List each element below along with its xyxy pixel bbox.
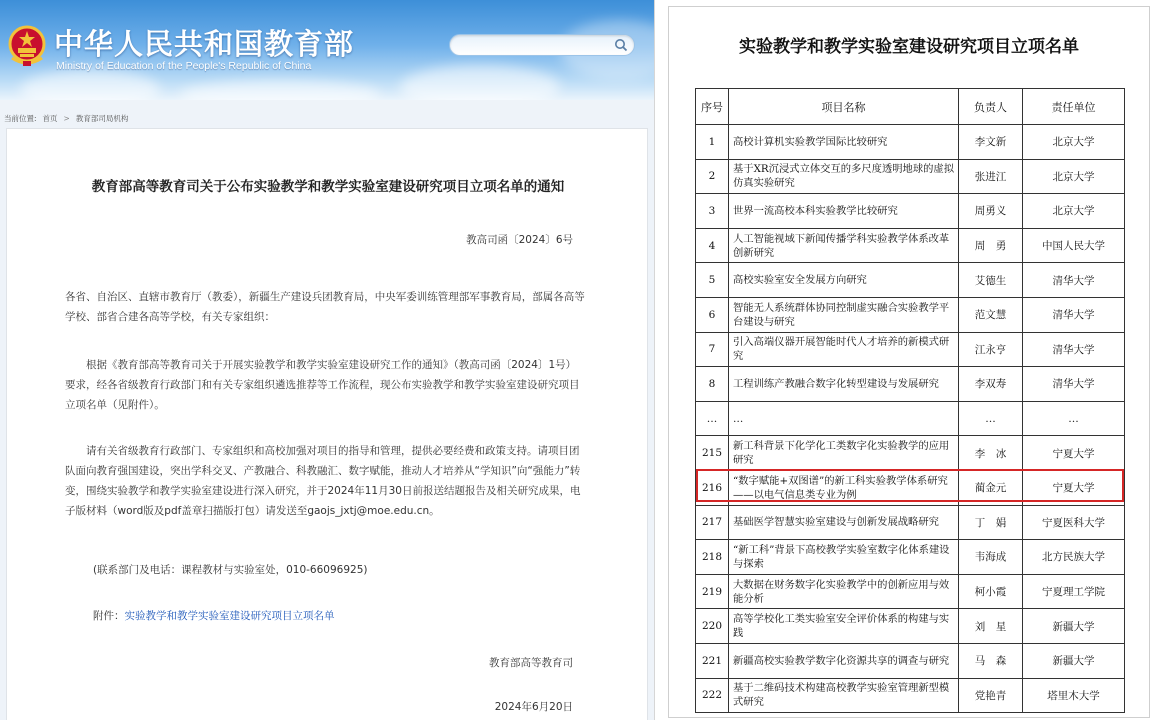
cell-leader: 艾德生: [959, 263, 1023, 298]
breadcrumb: [4, 113, 128, 124]
cell-leader: 李文新: [959, 125, 1023, 160]
cell-leader: 范文慧: [959, 297, 1023, 332]
table-row: [696, 367, 1125, 402]
cell-project-name: …: [729, 401, 959, 436]
cell-institution: 清华大学: [1023, 332, 1125, 367]
national-emblem-icon: [6, 24, 48, 68]
cell-index: 219: [696, 574, 729, 609]
project-list-document: [668, 6, 1150, 718]
header-index: 序号: [696, 89, 729, 125]
cell-institution: 北方民族大学: [1023, 540, 1125, 575]
header-project-name: 项目名称: [729, 89, 959, 125]
cell-project-name: 基础医学智慧实验室建设与创新发展战略研究: [729, 505, 959, 540]
table-row: [696, 574, 1125, 609]
cell-project-name: 工程训练产教融合数字化转型建设与发展研究: [729, 367, 959, 402]
cell-index: 218: [696, 540, 729, 575]
cell-index: …: [696, 401, 729, 436]
cell-institution: 宁夏大学: [1023, 436, 1125, 471]
cell-index: 8: [696, 367, 729, 402]
table-row: [696, 263, 1125, 298]
cell-project-name: “数字赋能+双图谱”的新工科实验教学体系研究——以电气信息类专业为例: [729, 470, 959, 505]
cell-leader: 马 森: [959, 643, 1023, 678]
table-row: [696, 159, 1125, 194]
cell-leader: 周 勇: [959, 228, 1023, 263]
table-row: [696, 505, 1125, 540]
cell-leader: 江永亨: [959, 332, 1023, 367]
cell-project-name: 基于二维码技术构建高校教学实验室管理新型模式研究: [729, 678, 959, 713]
cell-project-name: 高校实验室安全发展方向研究: [729, 263, 959, 298]
cell-institution: 清华大学: [1023, 297, 1125, 332]
cell-institution: 中国人民大学: [1023, 228, 1125, 263]
cell-index: 216: [696, 470, 729, 505]
cell-leader: 丁 娟: [959, 505, 1023, 540]
cell-project-name: 人工智能视域下新闻传播学科实验教学体系改革创新研究: [729, 228, 959, 263]
cell-index: 4: [696, 228, 729, 263]
header-leader: 负责人: [959, 89, 1023, 125]
site-banner: [0, 0, 655, 100]
article-body: [6, 128, 648, 720]
list-title: 实验教学和教学实验室建设研究项目立项名单: [739, 37, 1079, 57]
search-icon[interactable]: [614, 38, 628, 52]
cell-institution: 北京大学: [1023, 125, 1125, 160]
cell-institution: 宁夏理工学院: [1023, 574, 1125, 609]
cell-index: 222: [696, 678, 729, 713]
cell-institution: …: [1023, 401, 1125, 436]
cell-project-name: 基于XR沉浸式立体交互的多尺度透明地球的虚拟仿真实验研究: [729, 159, 959, 194]
cell-project-name: 高等学校化工类实验室安全评价体系的构建与实践: [729, 609, 959, 644]
cell-leader: 周勇义: [959, 194, 1023, 229]
cell-index: 3: [696, 194, 729, 229]
cell-institution: 清华大学: [1023, 367, 1125, 402]
article-title: 教育部高等教育司关于公布实验教学和教学实验室建设研究项目立项名单的通知: [91, 179, 565, 195]
cell-leader: …: [959, 401, 1023, 436]
search-input[interactable]: [449, 34, 635, 56]
cell-index: 2: [696, 159, 729, 194]
table-row: [696, 540, 1125, 575]
header-institution: 责任单位: [1023, 89, 1125, 125]
table-row: [696, 609, 1125, 644]
table-row: [696, 643, 1125, 678]
breadcrumb-section[interactable]: 教育部司局机构: [75, 114, 129, 123]
document-number: 教高司函〔2024〕6号: [466, 234, 573, 246]
cell-index: 217: [696, 505, 729, 540]
site-subtitle-en: Ministry of Education of the People's Republic of China: [56, 60, 312, 72]
cell-project-name: 世界一流高校本科实验教学比较研究: [729, 194, 959, 229]
cell-project-name: 新工科背景下化学化工类数字化实验教学的应用研究: [729, 436, 959, 471]
cell-index: 215: [696, 436, 729, 471]
breadcrumb-label: 当前位置:: [4, 114, 37, 123]
cell-leader: 党艳青: [959, 678, 1023, 713]
cell-project-name: 智能无人系统群体协同控制虚实融合实验教学平台建设与研究: [729, 297, 959, 332]
article-contact: (联系部门及电话：课程教材与实验室处，010-66096925): [93, 564, 368, 576]
cell-index: 220: [696, 609, 729, 644]
cell-index: 5: [696, 263, 729, 298]
cell-leader: 张进江: [959, 159, 1023, 194]
cell-institution: 塔里木大学: [1023, 678, 1125, 713]
article-date: 2024年6月20日: [494, 701, 573, 713]
table-row: [696, 436, 1125, 471]
cell-institution: 宁夏大学: [1023, 470, 1125, 505]
breadcrumb-separator-icon: >: [63, 114, 70, 123]
cell-index: 221: [696, 643, 729, 678]
cell-leader: 李 冰: [959, 436, 1023, 471]
attachment-label: 附件：: [93, 610, 125, 622]
cell-project-name: “新工科”背景下高校教学实验室数字化体系建设与探索: [729, 540, 959, 575]
cell-index: 1: [696, 125, 729, 160]
cell-leader: 韦海成: [959, 540, 1023, 575]
cell-project-name: 新疆高校实验教学数字化资源共享的调查与研究: [729, 643, 959, 678]
table-row: [696, 297, 1125, 332]
cell-institution: 宁夏医科大学: [1023, 505, 1125, 540]
article-paragraph-1: 根据《教育部高等教育司关于开展实验教学和教学实验室建设研究工作的通知》（教高司函〔2024〕1号）要求，经各省级教育行政部门和有关专家组织遴选推荐等工作流程，现公布实验教学和教学实验室建设研究项目立项名单（见附件）。: [65, 359, 580, 411]
cell-leader: 刘 星: [959, 609, 1023, 644]
cell-leader: 李双寿: [959, 367, 1023, 402]
cell-institution: 清华大学: [1023, 263, 1125, 298]
cell-project-name: 引入高端仪器开展智能时代人才培养的新模式研究: [729, 332, 959, 367]
attachment-line: [93, 606, 613, 626]
table-row: [696, 125, 1125, 160]
table-row: [696, 194, 1125, 229]
cell-leader: 蔺金元: [959, 470, 1023, 505]
cell-institution: 北京大学: [1023, 159, 1125, 194]
table-row: [696, 470, 1125, 505]
table-row: [696, 678, 1125, 713]
table-header-row: [696, 89, 1125, 125]
table-row: [696, 228, 1125, 263]
project-table: [695, 88, 1125, 713]
article-sender: 教育部高等教育司: [489, 657, 573, 669]
cell-leader: 柯小霞: [959, 574, 1023, 609]
article-address: 各省、自治区、直辖市教育厅（教委），新疆生产建设兵团教育局，中央军委训练管理部军事教育局，部属各高等学校、部省合建各高等学校，有关专家组织：: [65, 291, 585, 323]
cell-institution: 新疆大学: [1023, 609, 1125, 644]
table-row: [696, 332, 1125, 367]
cell-institution: 北京大学: [1023, 194, 1125, 229]
attachment-link[interactable]: 实验教学和教学实验室建设研究项目立项名单: [124, 610, 335, 622]
site-title: 中华人民共和国教育部: [54, 27, 355, 61]
cell-index: 7: [696, 332, 729, 367]
article-paragraph-2: 请有关省级教育行政部门、专家组织和高校加强对项目的指导和管理，提供必要经费和政策支持。请项目团队面向教育强国建设，突出学科交叉、产教融合、科教融汇、数字赋能，推动人才培养从“学知识”向“强能力”转变，围绕实验教学和教学实验室建设进行深入研究，并于2024年11月30日前报送结题报告及相关研究成果，电子版材料（word版及pdf盖章扫描版打包）请发送至gaojs_jxtj@moe.edu.cn。: [65, 445, 581, 517]
cell-index: 6: [696, 297, 729, 332]
breadcrumb-home[interactable]: 首页: [42, 114, 58, 123]
cell-institution: 新疆大学: [1023, 643, 1125, 678]
cell-project-name: 大数据在财务数字化实验教学中的创新应用与效能分析: [729, 574, 959, 609]
cell-project-name: 高校计算机实验教学国际比较研究: [729, 125, 959, 160]
table-row: [696, 401, 1125, 436]
